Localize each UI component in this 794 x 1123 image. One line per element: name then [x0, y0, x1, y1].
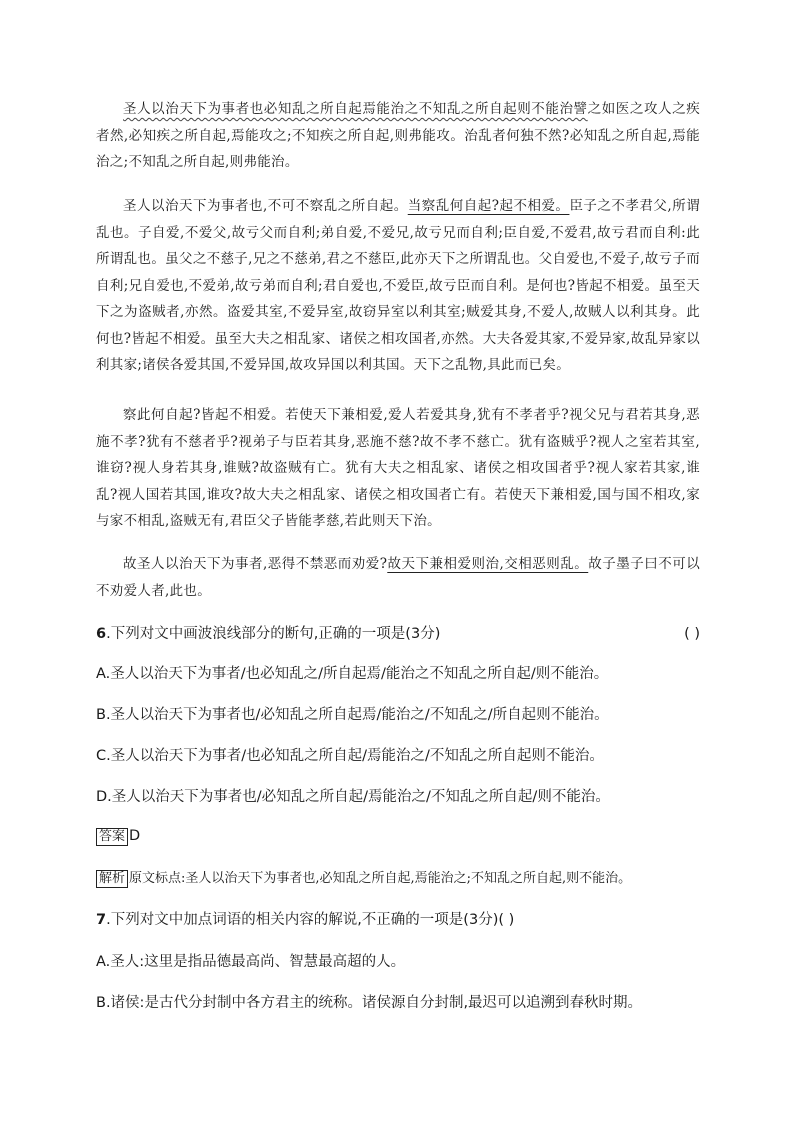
explanation-line: [96, 868, 700, 889]
underlined-text: 当察乱何自起?起不相爱。: [407, 198, 570, 214]
paragraph-text: 臣子之不孝君父,所谓乱也。子自爱,不爱父,故亏父而自利;弟自爱,不爱兄,故亏兄而自利;臣自爱,不爱君,故亏君而自利:此所谓乱也。虽父之不慈子,兄之不慈弟,君之不慈臣,此亦天下之所谓乱也。父自爱也,不爱子,故亏子而自利;兄自爱也,不爱弟,故亏弟而自利;君自爱也,不爱臣,故亏臣而自利。是何也?皆起不相爱。虽至天下之为盗贼者,亦然。盗爱其室,不爱异室,故窃异室以利其室;贼爱其身,不爱人,故贼人以利其身。此何也?皆起不相爱。虽至大夫之相乱家、诸侯之相攻国者,亦然。大夫各爱其家,不爱异家,故乱异家以利其家;诸侯各爱其国,不爱异国,故攻异国以利其国。天下之乱物,具此而已矣。: [96, 198, 700, 373]
question-number: 6: [96, 626, 107, 642]
option-a: A.圣人以治天下为事者/也必知乱之/所自起焉/能治之不知乱之所自起/则不能治。: [96, 666, 609, 682]
option-c: C.圣人以治天下为事者/也必知乱之所自起/焉能治之/不知乱之所自起则不能治。: [96, 748, 604, 764]
option-b: B.圣人以治天下为事者也/必知乱之所自起焉/能治之/不知乱之/所自起则不能治。: [96, 707, 609, 723]
explanation-tag: 解析: [96, 870, 128, 888]
answer-tag: 答案: [96, 828, 128, 846]
answer-value: D: [129, 828, 141, 844]
paragraph-text: 圣人以治天下为事者也,不可不察乱之所自起。: [123, 198, 408, 214]
explanation-text: 原文标点:圣人以治天下为事者也,必知乱之所自起,焉能治之;不知乱之所自起,则不能治。: [129, 871, 632, 886]
option-a: A.圣人:这里是指品德最高尚、智慧最高超的人。: [96, 954, 406, 970]
passage-paragraph-1: [96, 96, 700, 176]
paragraph-text: 之如医之攻人之疾者然,必知疾之所自起,焉能攻之;不知疾之所自起,则弗能攻。治乱者何独不然?必知乱之所自起,焉能治之;不知乱之所自起,则弗能治。: [96, 101, 700, 170]
paragraph-text: 故子墨子曰不可以不劝爱人者,此也。: [96, 556, 701, 599]
question-number: 7: [96, 912, 107, 928]
question-text: .下列对文中画波浪线部分的断句,正确的一项是(3分): [106, 626, 441, 642]
question-text: .下列对文中加点词语的相关内容的解说,不正确的一项是(3分)( ): [106, 912, 515, 928]
question-6-stem: [96, 624, 700, 644]
passage-paragraph-3: 察此何自起?皆起不相爱。若使天下兼相爱,爱人若爱其身,犹有不孝者乎?视父兄与君若其身,恶施不孝?犹有不慈者乎?视弟子与臣若其身,恶施不慈?故不孝不慈亡。犹有盗贼乎?视人之室若其室,谁窃?视人身若其身,谁贼?故盗贼有亡。犹有大夫之相乱家、诸侯之相攻国者乎?视人家若其家,谁乱?视人国若其国,谁攻?故大夫之相乱家、诸侯之相攻国者亡有。若使天下兼相爱,国与国不相攻,家与家不相乱,盗贼无有,君臣父子皆能孝慈,若此则天下治。: [96, 407, 700, 529]
underlined-text: 故天下兼相爱则治,交相恶则乱。: [387, 556, 589, 572]
option-d: D.圣人以治天下为事者也/必知乱之所自起/焉能治之/不知乱之所自起/则不能治。: [96, 789, 610, 805]
answer-line: [96, 826, 700, 846]
question-7-stem: [96, 910, 700, 930]
passage-paragraph-2: [96, 193, 700, 379]
option-b: B.诸侯:是古代分封制中各方君主的统称。诸侯源自分封制,最迟可以追溯到春秋时期。: [96, 995, 643, 1011]
paragraph-text: 故圣人以治天下为事者,恶得不禁恶而劝爱?: [123, 556, 388, 572]
answer-blank: ( ): [684, 626, 700, 642]
wavy-underlined-text: 圣人以治天下为事者也必知乱之所自起焉能治之不知乱之所自起则不能治譬: [123, 101, 588, 117]
passage-paragraph-4: [96, 551, 700, 604]
